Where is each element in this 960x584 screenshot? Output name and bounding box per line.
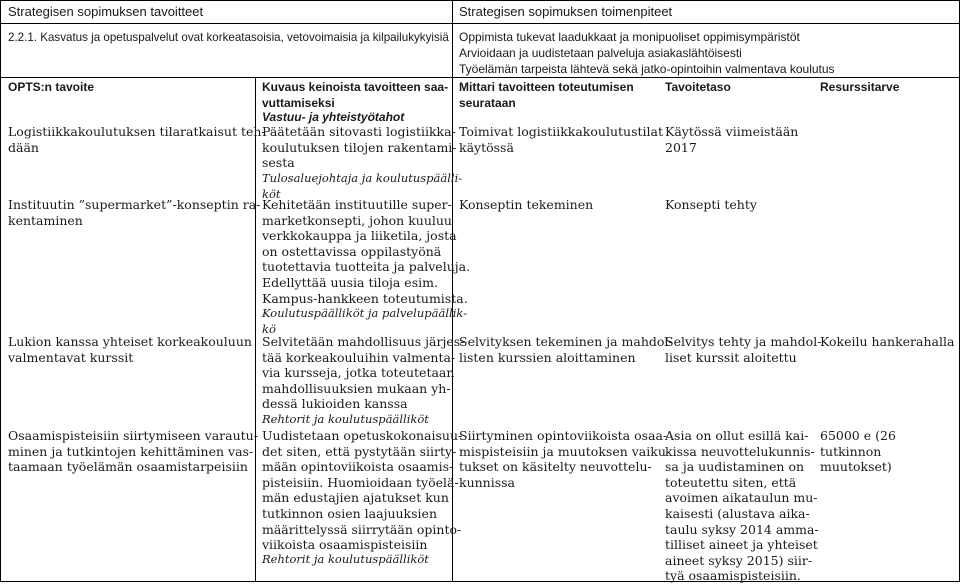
header-goals: Strategisen sopimuksen tavoitteet xyxy=(8,4,204,19)
column-header-vastuu: Vastuu- ja yhteistyötahot xyxy=(262,110,405,124)
row1-opts: Logistiikkakoulutuksen tilaratkaisut teh- dään xyxy=(8,124,266,155)
row4-opts: Osaamispisteisiin siirtymiseen varautu- minen ja tutkintojen kehittäminen vas- taamaan työelämän osaamistarpeisiin xyxy=(8,428,258,475)
section-divider xyxy=(0,77,960,78)
row3-mittari: Selvityksen tekeminen ja mahdol- listen kurssien aloittaminen xyxy=(459,334,673,365)
column-header-opts: OPTS:n tavoite xyxy=(8,80,95,94)
row1-vastuu: Tulosaluejohtaja ja koulutuspäälli- köt xyxy=(262,171,463,201)
row3-resurssi: Kokeilu hankerahalla xyxy=(820,334,955,349)
header-actions: Strategisen sopimuksen toimenpiteet xyxy=(459,4,673,19)
column-header-kuvaus: Kuvaus keinoista tavoitteen saa- vuttamiseksi xyxy=(262,80,449,110)
column-header-tavoitetaso: Tavoitetaso xyxy=(665,80,731,94)
column-header-resurssi: Resurssitarve xyxy=(820,80,900,94)
row1-kuvaus: Päätetään sitovasti logistiikka- koulutuksen tilojen rakentami- sesta xyxy=(262,124,457,171)
section-objectives: Oppimista tukevat laadukkaat ja monipuoliset oppimisympäristöt Arvioidaan ja uudistetaan palveluja asiakaslähtöisesti Työelämän tarpeista lähtevä sekä jatko-opintoihin valmentava koulutus xyxy=(459,30,835,76)
row3-vastuu: Rehtorit ja koulutuspäälliköt xyxy=(262,412,429,426)
row3-opts: Lukion kanssa yhteiset korkeakouluun valmentavat kurssit xyxy=(8,334,252,365)
row2-mittari: Konseptin tekeminen xyxy=(459,197,594,212)
section-title: 2.2.1. Kasvatus ja opetuspalvelut ovat korkeatasoisia, vetovoimaisia ja kilpailukykyisiä xyxy=(8,31,449,44)
row3-kuvaus: Selvitetään mahdollisuus järjes- tää korkeakouluihin valmenta- via kursseja, jotka toteutetaan mahdollisuuksien mukaan yh- dessä lukioiden kanssa xyxy=(262,334,465,412)
row2-opts: Instituutin ”supermarket”-konseptin ra- kentaminen xyxy=(8,197,261,228)
row2-kuvaus: Kehitetään instituutille super- marketkonsepti, johon kuuluu verkkokauppa ja liiketila, josta on ostettavissa oppilastyönä tuotettavia tuotteita ja palveluja. Edellyttää uusia tiloja esim. Kampus-hankkeen toteutumista. xyxy=(262,197,471,306)
row1-mittari: Toimivat logistiikkakoulutustilat käytössä xyxy=(459,124,663,155)
row2-tavoitetaso: Konsepti tehty xyxy=(665,197,757,212)
column-header-mittari: Mittari tavoitteen toteutumisen seurataan xyxy=(459,80,634,110)
row4-resurssi: 65000 e (26 tutkinnon muutokset) xyxy=(820,428,896,475)
row3-tavoitetaso: Selvitys tehty ja mahdol- liset kurssit aloitettu xyxy=(665,334,822,365)
row4-tavoitetaso: Asia on ollut esillä kai- kissa neuvottelukunnis- sa ja uudistaminen on toteutettu siten, että avoimen aikataulun mu- kaisesti (alustava aika- taulu syksy 2014 amma- tilliset aineet ja yhteiset aineet syksy 2015) siir- tyä osaamispisteisiin. xyxy=(665,428,819,584)
row2-vastuu: Koulutuspäälliköt ja palvelupäällik- kö xyxy=(262,306,468,336)
row1-tavoitetaso: Käytössä viimeistään 2017 xyxy=(665,124,799,155)
border-left xyxy=(0,0,1,582)
row4-mittari: Siirtyminen opintoviikoista osaa- mispisteisiin ja muutoksen vaiku- tukset on käsitelty neuvottelu- kunnissa xyxy=(459,428,671,490)
border-top xyxy=(0,0,960,1)
header-divider xyxy=(0,23,960,24)
row4-kuvaus: Uudistetaan opetuskokonaisuu- det siten, että pystytään siirty- mään opintoviikoista osaamis- pisteisiin. Huomioidaan työelä- män edustajien ajatukset kun tutkinnon osien laajuuksien määrittelyssä siirrytään opinto- viikoista osaamispisteisiin xyxy=(262,428,463,553)
row4-vastuu: Rehtorit ja koulutuspäälliköt xyxy=(262,552,429,566)
